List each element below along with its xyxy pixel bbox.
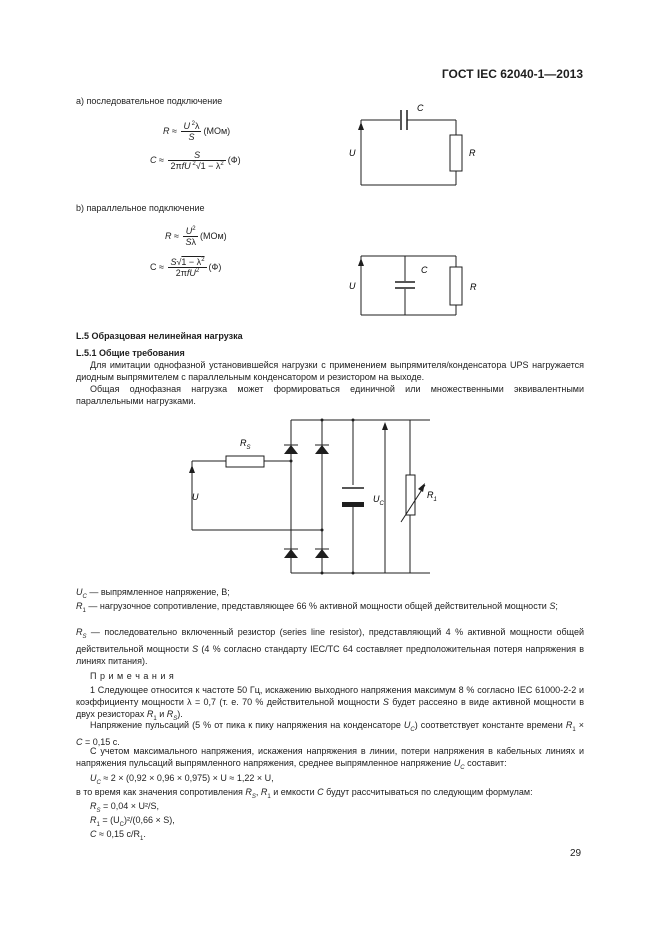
- capacitor-label: C: [417, 103, 424, 113]
- notes-title: П р и м е ч а н и я: [90, 671, 175, 681]
- formula-r1: $R_1 = (U_C)^2/(0,66 \times S)$,: [90, 815, 175, 828]
- note-then: в то время как значения сопротивления $R_S$, $R_1$ и емкости C будут рассчитываться по следующим формулам:: [76, 787, 533, 800]
- standard-header: ГОСТ IEC 62040-1—2013: [441, 67, 583, 81]
- formula-c-parallel: C ≈ $\frac{S√1 - \lambda^2}{2\pi fU^2}$ (Ф): [150, 257, 222, 278]
- formula-rs: $R_S = 0,04 \times U^2/S$,: [90, 801, 160, 814]
- parallel-circuit-diagram: [340, 245, 480, 330]
- formula-r-parallel: R ≈ $\frac{U^2}{S\lambda}$ (МОм): [165, 226, 227, 247]
- parallel-connection-label: b) параллельное подключение: [76, 203, 205, 213]
- uc-label: $U_C$: [373, 494, 384, 507]
- resistor-label: R: [470, 282, 477, 292]
- formula-c-series: C ≈ $\frac{S}{2\pi fU ^2√1 - \lambda^2}$ (Ф): [150, 150, 241, 171]
- resistor-label: R: [469, 148, 476, 158]
- legend-rs: $R_S$ — последовательно включенный резистор (series line resistor), представляющий 4 % активной мощности общей действительной мощности S (4 % согласно стандарту IEC/TC 64 составляет предположительная потеря напряжения в линиях питания).: [76, 627, 584, 666]
- legend-r1: $R_1$ — нагрузочное сопротивление, представляющее 66 % активной мощности общей действительной мощности S;: [76, 601, 558, 614]
- formula-uc: $U_C \approx 2 \times (0,92 \times 0,96 \times 0,975) \times U \approx 1,22 \times U$,: [90, 773, 274, 786]
- rectifier-circuit-diagram: [180, 410, 440, 580]
- paragraph-2: Общая однофазная нагрузка может формироваться единичной или множественными эквивалентными параллельными нагрузками.: [76, 384, 584, 406]
- note-1: 1 Следующее относится к частоте 50 Гц, искажению выходного напряжения максимум 8 % согласно IEC 61000-2-2 и коэффициенту мощности λ = 0,7 (т. е. 70 % действительной мощности S будет рассеяно в виде активной мощности в двух резисторах $R_1$ и $R_S$).: [76, 685, 584, 722]
- legend-uc: $U_C$ — выпрямленное напряжение, В;: [76, 587, 230, 600]
- formula-c: C ≈ 0,15 $c/R_1$.: [90, 829, 146, 842]
- u-label: U: [192, 492, 199, 502]
- series-circuit-diagram: [340, 100, 480, 200]
- page-number: 29: [570, 848, 582, 859]
- paragraph-1: Для имитации однофазной установившейся нагрузки с применением выпрямителя/конденсатора UPS нагружается диодным выпрямителем с параллельным конденсатором и резистором на выходе.: [76, 360, 584, 382]
- capacitor-label: C: [421, 265, 428, 275]
- section-l51-title: L.5.1 Общие требования: [76, 348, 185, 358]
- voltage-label: U: [349, 281, 356, 291]
- voltage-label: U: [349, 148, 356, 158]
- series-connection-label: а) последовательное подключение: [76, 96, 223, 106]
- r1-label: $R_1$: [427, 490, 437, 503]
- section-l5-title: L.5 Образцовая нелинейная нагрузка: [76, 331, 243, 341]
- rs-label: $R_S$: [240, 438, 251, 451]
- formula-r-series: R ≈ $\frac{U ^2\lambda}{S}$ (МОм): [163, 121, 231, 142]
- note-max-voltage: С учетом максимального напряжения, искажения напряжения в линии, потери напряжения в кабельных линиях и напряжения пульсаций выпрямленного напряжения, среднее выпрямленное напряжение $U_C$ составит:: [76, 746, 584, 771]
- note-ripple: Напряжение пульсаций (5 % от пика к пику напряжения на конденсаторе $U_C$) соответствует константе времени $R_1 \times C = 0,15$ с.: [76, 720, 584, 747]
